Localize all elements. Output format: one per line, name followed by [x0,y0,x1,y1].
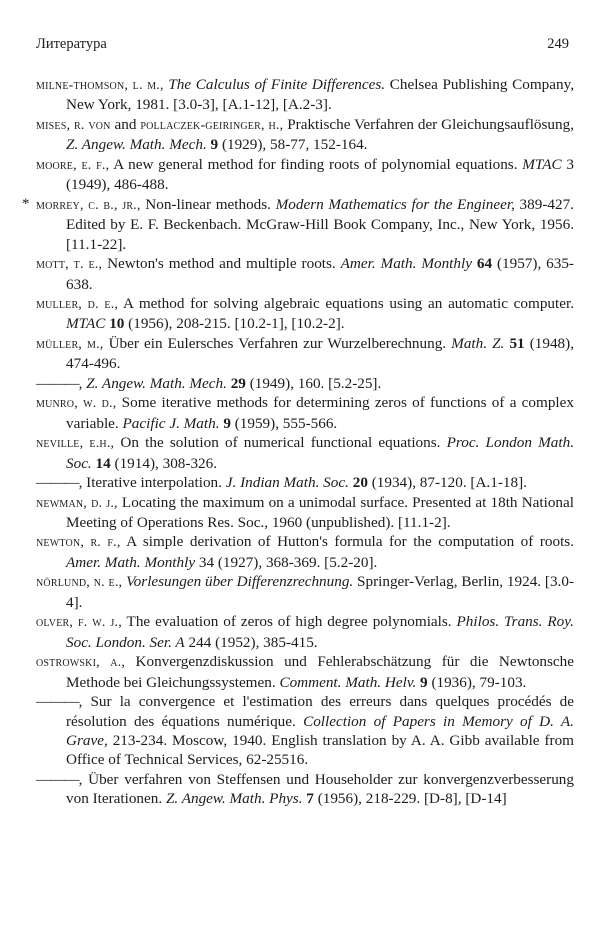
volume-number: 9 [420,673,428,691]
reference-text: (1956), 218-229. [D-8], [D-14] [313,790,507,808]
reference-title: MTAC [522,155,562,173]
volume-number: 20 [352,474,368,492]
reference-text: (1929), 58-77, 152-164. [218,136,368,154]
reference-author: neville, e.h., [36,436,115,452]
reference-text: 244 (1952), 385-415. [184,633,318,651]
reference-text: , [78,374,87,392]
reference-entry [36,433,574,473]
volume-number: 51 [509,334,525,352]
reference-author: olver, f. w. j., [36,615,122,631]
reference-title: Amer. Math. Monthly [66,553,196,571]
reference-text: Konvergenzdiskussion und Fehlerabschätzung für die Newtonsche Methode bei Gleichungssystemen. [66,653,574,691]
running-head [36,36,569,56]
reference-author: mises, r. von [36,117,111,133]
reference-coauthor: pollaczek-geiringer, h., [140,117,284,133]
reference-text: The evaluation of zeros of high degree polynomials. [121,613,457,631]
volume-number: 7 [306,790,314,808]
reference-text: , Sur la convergence et l'estimation des erreurs dans quelques procédés de résolution des équations numérique. [66,693,574,730]
volume-number: 64 [476,255,493,273]
reference-text: (1914), 308-326. [110,454,218,472]
repeat-author-dash: ——— [36,374,79,392]
reference-entry [22,195,574,254]
reference-entry [36,572,574,612]
reference-title: J. Indian Math. Soc. [225,474,349,492]
reference-text: Chelsea Publishing Company, New York, 1981. [3.0-3], [A.1-12], [A.2-3]. [66,76,574,114]
reference-entry [36,770,574,809]
reference-text: (1936), 79-103. [427,673,527,691]
volume-number: 14 [95,454,111,472]
reference-title: Vorlesungen über Differenzrechnung. [126,573,354,591]
reference-text: A simple derivation of Hutton's formula for the computation of roots. [120,533,574,551]
reference-text: (1956), 208-215. [10.2-1], [10.2-2]. [124,315,345,333]
reference-title: The Calculus of Finite Differences. [168,76,386,93]
reference-text: (1934), 87-120. [A.1-18]. [367,474,527,492]
reference-author: munro, w. d., [36,396,117,412]
reference-text: (1949), 160. [5.2-25]. [245,374,382,392]
reference-text: (1959), 555-566. [230,414,338,432]
reference-entry [36,612,574,652]
volume-number: 9 [223,414,231,432]
reference-text: Über ein Eulersches Verfahren zur Wurzelberechnung. [103,334,452,352]
reference-entry [36,75,574,115]
reference-title: MTAC [66,315,106,333]
reference-text: A new general method for finding roots of polynomial equations. [109,155,523,173]
reference-title: Z. Angew. Math. Mech. [66,136,207,154]
reference-text: Newton's method and multiple roots. [102,255,341,273]
reference-title: Amer. Math. Monthly [340,255,472,273]
reference-author: newman, d. j., [36,495,118,511]
reference-title: Proc. London Math. Soc. [66,434,574,472]
reference-entry [36,254,574,294]
reference-text: and [110,115,141,133]
reference-author: morrey, c. b., jr., [36,197,141,213]
reference-text: Springer-Verlag, Berlin, 1924. [3.0-4]. [66,573,575,611]
reference-text: , Iterative interpolation. [78,474,226,492]
reference-author: moore, e. f., [36,157,110,173]
page-number: 249 [547,36,569,52]
reference-author: müller, m., [36,336,104,352]
reference-entry [36,652,574,692]
reference-title: Pacific J. Math. [122,414,220,432]
reference-text: 213-234. Moscow, 1940. English translation by A. A. Gibb available from Office of Technical Services, 62-25516. [66,731,574,769]
reference-text: 3 (1949), 486-488. [66,155,575,194]
reference-text: A method for solving algebraic equations using an automatic computer. [118,294,574,312]
volume-number: 29 [230,374,246,392]
reference-text: (1948), 474-496. [66,334,574,373]
reference-text: Some iterative methods for determining zeros of functions of a complex variable. [66,394,574,432]
reference-text: 34 (1927), 368-369. [5.2-20]. [195,553,378,571]
reference-text: Praktische Verfahren der Gleichungsauflösung, [283,115,574,133]
reference-author: milne-thomson, l. m., [36,78,164,93]
reference-title: Z. Angew. Math. Mech. [86,374,227,392]
reference-text: 389-427. Edited by E. F. Beckenbach. McGraw-Hill Book Company, Inc., New York, 1956. [11.1-22]. [66,195,574,253]
reference-entry [36,115,574,155]
chapter-title: Литература [36,36,107,52]
volume-number: 10 [109,315,125,333]
reference-title: Comment. Math. Helv. [279,673,417,691]
volume-number: 9 [210,136,219,154]
reference-entry [36,334,574,374]
reference-text: On the solution of numerical functional equations. [114,434,447,452]
reference-entry [36,692,574,770]
reference-entry [36,393,574,433]
reference-title: Math. Z. [451,334,505,352]
repeat-author-dash: ——— [36,474,79,492]
reference-title: Collection of Papers in Memory of D. A. Grave, [66,712,574,749]
reference-title: Modern Mathematics for the Engineer, [275,195,515,213]
reference-text: Non-linear methods. [140,195,276,213]
repeat-author-dash: ——— [36,770,79,788]
reference-entry [36,532,574,572]
reference-entry [36,294,574,334]
reference-entry [36,374,574,393]
reference-author: newton, r. f., [36,535,121,551]
bibliography-list [22,75,575,809]
reference-title: Z. Angew. Math. Phys. [165,790,303,808]
reference-entry [36,493,574,533]
reference-text: (1957), 635-638. [66,255,574,293]
repeat-author-dash: ——— [36,693,79,711]
reference-author: ostrowski, a., [36,655,126,671]
reference-entry [36,473,574,492]
reference-title: Philos. Trans. Roy. Soc. London. Ser. A [66,613,574,651]
reference-text: , Über verfahren von Steffensen und Householder zur konvergenzverbesserung von Iterationen. [66,770,574,808]
reference-text: Locating the maximum on a unimodal surface. Presented at 18th National Meeting of Operations Res. Soc., 1960 (unpublished). [11.1-2]. [66,493,574,531]
reference-author: nörlund, n. e., [36,575,123,591]
reference-author: muller, d. e., [36,296,119,312]
reference-entry [36,155,574,195]
asterisk-marker: * [22,195,30,212]
reference-author: mott, t. e., [36,257,103,273]
